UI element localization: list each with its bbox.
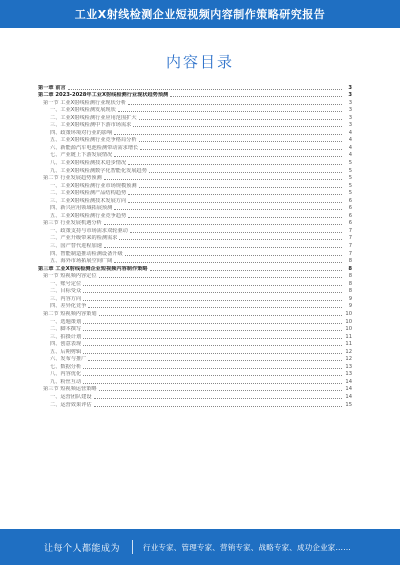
toc-entry[interactable] [38, 190, 352, 198]
toc-entry-label: 二、产业升级带来的检测需求 [50, 235, 118, 242]
toc-leader-dots [114, 261, 342, 263]
toc-entry-page: 5 [348, 160, 352, 167]
toc-entry-page: 10 [345, 326, 352, 333]
toc-entry-label: 第二章 2023-2028年工业X射线检测行业现状趋势预测 [38, 92, 169, 99]
toc-leader-dots [128, 216, 342, 218]
toc-entry[interactable] [38, 310, 352, 318]
toc-entry-label: 八、工业X射线检测技术进步情况 [50, 160, 127, 167]
toc-leader-dots [83, 344, 342, 346]
toc-entry[interactable] [38, 159, 352, 167]
toc-entry-label: 二、目标受众 [50, 288, 82, 295]
toc-entry-page: 14 [345, 393, 352, 400]
toc-entry-page: 4 [348, 137, 352, 144]
toc-entry-label: 第一节 工业X射线检测行业现状分析 [43, 99, 127, 106]
toc-entry-page: 10 [345, 310, 352, 317]
toc-entry-page: 5 [348, 190, 352, 197]
toc-entry-label: 五、工业X射线检测行业竞争格局分析 [50, 137, 137, 144]
toc-leader-dots [68, 88, 342, 90]
toc-leader-dots [150, 269, 342, 271]
toc-title: 内容目录 [165, 53, 234, 71]
toc-entry-label: 三、内容方向 [50, 295, 82, 302]
toc-entry-label: 二、工业X射线检测产品结构趋势 [50, 190, 127, 197]
toc-entry-page: 8 [348, 273, 352, 280]
toc-entry-label: 第二节 短视频内容策划 [43, 310, 97, 317]
toc-entry[interactable] [38, 348, 352, 356]
footer-slogan: 让每个人都能成为 [44, 543, 121, 554]
toc-leader-dots [104, 178, 342, 180]
toc-leader-dots [139, 140, 342, 142]
toc-entry[interactable] [38, 144, 352, 152]
toc-entry[interactable] [38, 137, 352, 145]
toc-entry-label: 第三章 工业X射线检测企业短视频内容制作策略 [38, 265, 148, 272]
toc-leader-dots [83, 284, 342, 286]
toc-entry-page: 3 [348, 92, 352, 99]
toc-entry-label: 一、政策支持与市场需求双轮驱动 [50, 227, 128, 234]
toc-entry-label: 四、新兴应用领域拓展预测 [50, 205, 113, 212]
toc-entry-page: 13 [345, 371, 352, 378]
toc-entry-label: 第三节 短视频运营策略 [43, 386, 97, 393]
toc-entry[interactable] [38, 182, 352, 190]
toc-entry-label: 八、内容优化 [50, 371, 82, 378]
toc-entry-page: 3 [348, 99, 352, 106]
toc-entry[interactable] [38, 356, 352, 364]
toc-entry-page: 8 [348, 258, 352, 265]
toc-entry-label: 九、工业X射线检测数字化智能化发展趋势 [50, 167, 147, 174]
toc-leader-dots [83, 337, 342, 339]
toc-leader-dots [130, 231, 342, 233]
toc-leader-dots [139, 118, 342, 120]
toc-entry-label: 六、新能源汽车电池检测带动需求增长 [50, 144, 139, 151]
toc-entry-label: 一、运营团队建设 [50, 393, 92, 400]
toc-entry-label: 第三节 行业发展机遇分析 [43, 220, 102, 227]
toc-entry[interactable] [38, 197, 352, 205]
toc-entry-label: 一、工业X射线检测行业市场规模预测 [50, 182, 137, 189]
toc-leader-dots [99, 314, 342, 316]
toc-entry-page: 14 [345, 386, 352, 393]
toc-entry-page: 3 [348, 84, 352, 91]
toc-entry-page: 9 [348, 295, 352, 302]
toc-entry-page: 15 [345, 401, 352, 408]
toc-entry-label: 一、工业X射线检测发展现状 [50, 107, 116, 114]
toc-entry-label: 七、数据分析 [50, 363, 82, 370]
toc-entry-page: 12 [345, 348, 352, 355]
toc-entry[interactable] [38, 341, 352, 349]
toc-entry-page: 11 [345, 333, 352, 340]
toc-entry-page: 11 [345, 341, 352, 348]
toc-entry[interactable] [38, 295, 352, 303]
toc-entry-page: 7 [348, 250, 352, 257]
toc-entry-label: 三、国产替代进程加速 [50, 243, 102, 250]
toc-entry[interactable] [38, 227, 352, 235]
toc-entry[interactable] [38, 386, 352, 394]
toc-entry[interactable] [38, 250, 352, 258]
toc-leader-dots [94, 405, 342, 407]
toc-leader-dots [149, 171, 342, 173]
table-of-contents [38, 84, 352, 409]
toc-entry-page: 5 [348, 182, 352, 189]
toc-leader-dots [83, 374, 342, 376]
toc-entry-page: 4 [348, 144, 352, 151]
toc-entry-label: 第二节 行业发展趋势预测 [43, 175, 102, 182]
toc-entry-label: 三、工业X射线检测技术发展方向 [50, 197, 127, 204]
toc-leader-dots [128, 163, 342, 165]
toc-leader-dots [88, 306, 342, 308]
toc-entry[interactable] [38, 175, 352, 183]
toc-entry[interactable] [38, 167, 352, 175]
toc-entry-label: 第一节 短视频内容定位 [43, 273, 97, 280]
toc-entry[interactable] [38, 280, 352, 288]
toc-leader-dots [139, 186, 342, 188]
toc-entry-page: 7 [348, 227, 352, 234]
toc-entry-label: 四、创意表现 [50, 341, 82, 348]
toc-entry[interactable] [38, 235, 352, 243]
toc-entry-page: 6 [348, 212, 352, 219]
footer-banner [0, 529, 400, 565]
toc-leader-dots [83, 329, 342, 331]
toc-leader-dots [133, 125, 342, 127]
toc-entry[interactable] [38, 99, 352, 107]
toc-entry-label: 六、发布与推广 [50, 356, 87, 363]
toc-leader-dots [114, 133, 342, 135]
toc-leader-dots [94, 397, 342, 399]
toc-leader-dots [114, 208, 342, 210]
toc-entry-page: 8 [348, 265, 352, 272]
toc-entry-label: 二、运营效果评估 [50, 401, 92, 408]
toc-entry-page: 13 [345, 363, 352, 370]
footer-divider [132, 540, 133, 554]
toc-entry-page: 4 [348, 152, 352, 159]
toc-leader-dots [99, 389, 342, 391]
toc-entry-page: 6 [348, 205, 352, 212]
toc-entry-page: 6 [348, 220, 352, 227]
toc-entry-label: 三、拍摄计划 [50, 333, 82, 340]
toc-entry[interactable] [38, 265, 352, 273]
toc-entry-page: 3 [348, 107, 352, 114]
toc-entry[interactable] [38, 242, 352, 250]
toc-leader-dots [170, 95, 342, 97]
toc-leader-dots [128, 201, 342, 203]
toc-entry-page: 6 [348, 197, 352, 204]
toc-leader-dots [83, 352, 342, 354]
toc-entry[interactable] [38, 273, 352, 281]
toc-entry-label: 七、产业链上下游发展情况 [50, 152, 113, 159]
toc-entry[interactable] [38, 114, 352, 122]
toc-entry-page: 4 [348, 129, 352, 136]
toc-leader-dots [128, 103, 342, 105]
toc-entry-label: 四、政策环境对行业的影响 [50, 129, 113, 136]
toc-entry-label: 第一章 前言 [38, 84, 66, 91]
toc-entry-page: 12 [345, 356, 352, 363]
toc-entry[interactable] [38, 393, 352, 401]
toc-leader-dots [83, 382, 342, 384]
toc-entry-page: 14 [345, 378, 352, 385]
toc-leader-dots [83, 291, 342, 293]
toc-entry[interactable] [38, 363, 352, 371]
toc-leader-dots [83, 299, 342, 301]
toc-entry[interactable] [38, 288, 352, 296]
toc-entry-label: 九、粉丝互动 [50, 378, 82, 385]
toc-leader-dots [83, 322, 342, 324]
toc-entry-label: 二、脚本撰写 [50, 326, 82, 333]
toc-entry-label: 一、选题策划 [50, 318, 82, 325]
toc-leader-dots [83, 367, 342, 369]
toc-entry-page: 5 [348, 175, 352, 182]
toc-entry[interactable] [38, 258, 352, 266]
toc-entry[interactable] [38, 326, 352, 334]
toc-entry-page: 9 [348, 303, 352, 310]
toc-entry[interactable] [38, 303, 352, 311]
toc-leader-dots [128, 193, 342, 195]
toc-entry-page: 7 [348, 235, 352, 242]
toc-entry[interactable] [38, 205, 352, 213]
toc-entry-label: 三、工业X射线检测中下游市场需求 [50, 122, 132, 129]
toc-entry-page: 3 [348, 114, 352, 121]
toc-entry-label: 一、账号定位 [50, 280, 82, 287]
toc-entry[interactable] [38, 84, 352, 92]
toc-leader-dots [119, 238, 342, 240]
toc-entry[interactable] [38, 122, 352, 130]
toc-leader-dots [99, 276, 342, 278]
toc-entry-page: 3 [348, 122, 352, 129]
toc-entry[interactable] [38, 333, 352, 341]
toc-entry-label: 五、工业X射线检测行业竞争趋势 [50, 212, 127, 219]
toc-entry[interactable] [38, 220, 352, 228]
toc-entry-label: 二、工业X射线检测行业应用范围扩大 [50, 114, 137, 121]
toc-leader-dots [104, 246, 342, 248]
toc-leader-dots [125, 254, 342, 256]
toc-entry-label: 四、智能制造推动检测设备升级 [50, 250, 123, 257]
toc-entry-page: 10 [345, 318, 352, 325]
toc-entry-label: 五、海外市场拓展空间广阔 [50, 258, 113, 265]
toc-entry[interactable] [38, 401, 352, 409]
toc-leader-dots [88, 359, 342, 361]
toc-entry-label: 四、差异化竞争 [50, 303, 87, 310]
toc-entry[interactable] [38, 371, 352, 379]
toc-entry[interactable] [38, 378, 352, 386]
document-title: 工业X射线检测企业短视频内容制作策略研究报告 [74, 8, 326, 21]
toc-leader-dots [118, 110, 342, 112]
toc-entry[interactable] [38, 92, 352, 100]
toc-leader-dots [140, 148, 342, 150]
toc-leader-dots [114, 155, 342, 157]
toc-entry-page: 8 [348, 288, 352, 295]
toc-entry[interactable] [38, 152, 352, 160]
toc-entry-label: 五、后期剪辑 [50, 348, 82, 355]
toc-entry[interactable] [38, 107, 352, 115]
toc-entry[interactable] [38, 129, 352, 137]
toc-entry[interactable] [38, 212, 352, 220]
header-banner [0, 0, 400, 28]
toc-entry-page: 8 [348, 280, 352, 287]
toc-entry-page: 7 [348, 243, 352, 250]
toc-entry[interactable] [38, 318, 352, 326]
toc-entry-page: 5 [348, 167, 352, 174]
footer-tagline: 行业专家、管理专家、营销专家、战略专家、成功企业家…… [143, 542, 351, 552]
toc-leader-dots [104, 223, 342, 225]
